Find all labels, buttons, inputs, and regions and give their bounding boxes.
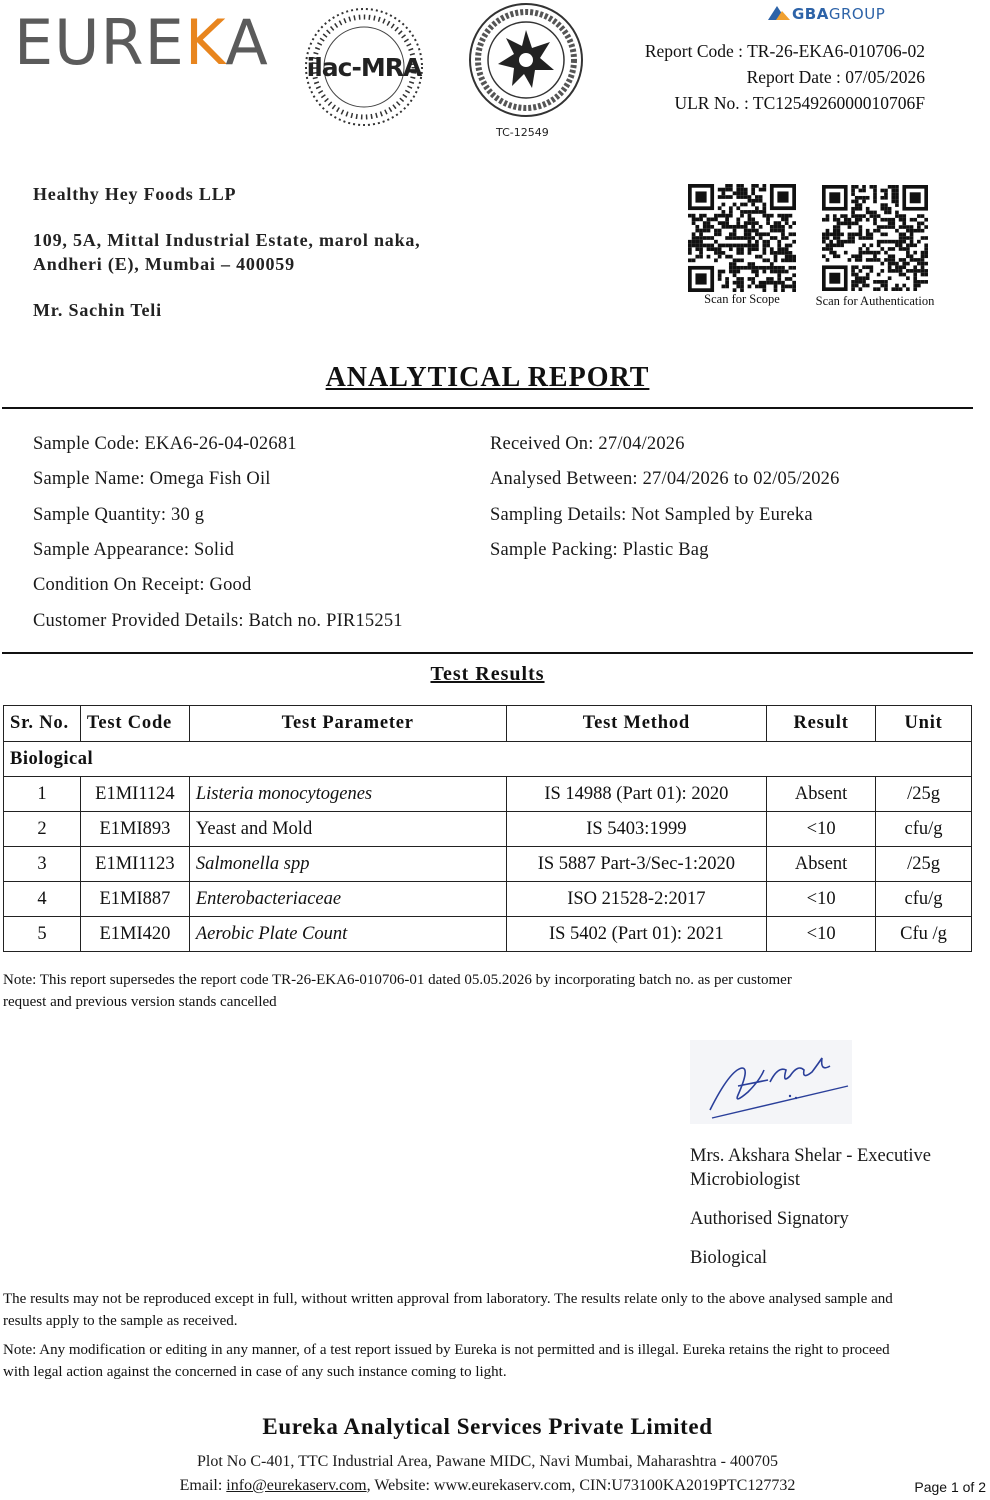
page-number: Page 1 of 2 bbox=[914, 1479, 986, 1495]
organization-name: Eureka Analytical Services Private Limited bbox=[262, 1414, 713, 1439]
cell-unit: cfu/g bbox=[876, 812, 972, 847]
sample-divider bbox=[2, 652, 973, 654]
group-row bbox=[4, 742, 972, 777]
signatory-role: Authorised Signatory bbox=[690, 1209, 849, 1229]
sample-detail-right: Sampling Details: Not Sampled by Eureka bbox=[490, 504, 813, 525]
cell-test-code: E1MI893 bbox=[80, 812, 189, 847]
table-row bbox=[4, 917, 972, 952]
cell-result: Absent bbox=[767, 847, 876, 882]
cell-unit: /25g bbox=[876, 847, 972, 882]
ulr-number: ULR No. : TC1254926000010706F bbox=[674, 93, 925, 113]
test-results-table bbox=[3, 705, 972, 952]
organization-address: Plot No C-401, TTC Industrial Area, Pawane MIDC, Navi Mumbai, Maharashtra - 400705 bbox=[197, 1453, 778, 1470]
cell-test-method: IS 14988 (Part 01): 2020 bbox=[506, 777, 767, 812]
table-row bbox=[4, 777, 972, 812]
cell-test-method: IS 5887 Part-3/Sec-1:2020 bbox=[506, 847, 767, 882]
authentication-qr-caption: Scan for Authentication bbox=[815, 294, 935, 308]
email-link[interactable]: info@eurekaserv.com bbox=[226, 1477, 367, 1494]
supersede-note-line2: request and previous version stands cancelled bbox=[3, 994, 277, 1010]
cell-test-parameter: Yeast and Mold bbox=[189, 812, 506, 847]
cell-result: <10 bbox=[767, 812, 876, 847]
handwritten-signature bbox=[690, 1040, 852, 1124]
title-divider bbox=[2, 407, 973, 409]
cell-test-code: E1MI1123 bbox=[80, 847, 189, 882]
sample-detail-right: Received On: 27/04/2026 bbox=[490, 434, 685, 454]
website-and-cin: , Website: www.eurekaserv.com, CIN:U73100KA2019PTC127732 bbox=[366, 1477, 796, 1494]
scope-qr-caption: Scan for Scope bbox=[704, 292, 780, 306]
modification-disclaimer-line1: Note: Any modification or editing in any manner, of a test report issued by Eureka is not permitted and is illegal. Eureka retains the right to proceed bbox=[3, 1342, 890, 1358]
seal-certificate-number: TC-12549 bbox=[496, 126, 549, 139]
sample-detail-right: Analysed Between: 27/04/2026 to 02/05/2026 bbox=[490, 469, 840, 490]
column-header-test-parameter: Test Parameter bbox=[189, 706, 506, 742]
sample-detail-right: Sample Packing: Plastic Bag bbox=[490, 539, 709, 560]
cell-test-method: IS 5403:1999 bbox=[506, 812, 767, 847]
cell-test-method: ISO 21528-2:2017 bbox=[506, 882, 767, 917]
signatory-department: Biological bbox=[690, 1248, 768, 1268]
customer-address-line1: 109, 5A, Mittal Industrial Estate, marol naka, bbox=[33, 230, 421, 250]
report-code: Report Code : TR-26-EKA6-010706-02 bbox=[644, 41, 925, 61]
scope-qr-code[interactable] bbox=[688, 184, 796, 292]
supersede-note bbox=[3, 969, 792, 1013]
sample-detail-left: Sample Name: Omega Fish Oil bbox=[33, 469, 271, 490]
supersede-note-line1: Note: This report supersedes the report code TR-26-EKA6-010706-01 dated 05.05.2026 by incorporating batch no. as per customer bbox=[3, 972, 792, 988]
ilac-mra-text: ilac-MRA bbox=[306, 53, 422, 82]
column-header-result: Result bbox=[767, 706, 876, 742]
eureka-logo: EUREKA bbox=[14, 6, 269, 79]
cell-test-parameter: Aerobic Plate Count bbox=[189, 917, 506, 952]
cell-result: <10 bbox=[767, 917, 876, 952]
cell-sr-no: 1 bbox=[4, 777, 81, 812]
customer-name: Healthy Hey Foods LLP bbox=[33, 184, 237, 204]
sample-detail-left: Sample Code: EKA6-26-04-02681 bbox=[33, 434, 297, 454]
sample-detail-left: Sample Quantity: 30 g bbox=[33, 504, 205, 525]
cell-unit: /25g bbox=[876, 777, 972, 812]
ilac-mra-seal bbox=[302, 4, 426, 130]
cell-unit: Cfu /g bbox=[876, 917, 972, 952]
cell-test-code: E1MI420 bbox=[80, 917, 189, 952]
cell-result: Absent bbox=[767, 777, 876, 812]
cell-test-method: IS 5402 (Part 01): 2021 bbox=[506, 917, 767, 952]
modification-disclaimer bbox=[3, 1339, 890, 1383]
signatory-name bbox=[690, 1144, 931, 1192]
reproduction-disclaimer-line1: The results may not be reproduced except in full, without written approval from laboratory. The results relate only to the above analysed sample and bbox=[3, 1291, 893, 1307]
sample-detail-left: Sample Appearance: Solid bbox=[33, 539, 235, 560]
cell-test-parameter: Enterobacteriaceae bbox=[189, 882, 506, 917]
report-title: ANALYTICAL REPORT bbox=[325, 362, 650, 393]
authentication-qr-code[interactable] bbox=[822, 185, 928, 291]
cell-sr-no: 2 bbox=[4, 812, 81, 847]
organization-contact bbox=[0, 1477, 975, 1495]
cell-unit: cfu/g bbox=[876, 882, 972, 917]
gba-triangle-icon bbox=[766, 5, 792, 21]
report-date: Report Date : 07/05/2026 bbox=[746, 67, 925, 87]
sample-detail-left: Customer Provided Details: Batch no. PIR15251 bbox=[33, 610, 403, 631]
reproduction-disclaimer bbox=[3, 1288, 893, 1332]
cell-result: <10 bbox=[767, 882, 876, 917]
gba-group-logo: GBAGROUP bbox=[766, 5, 885, 23]
signatory-name-line1: Mrs. Akshara Shelar - Executive bbox=[690, 1146, 931, 1166]
signatory-name-line2: Microbiologist bbox=[690, 1170, 800, 1190]
group-label-biological: Biological bbox=[4, 742, 972, 777]
test-results-title: Test Results bbox=[430, 663, 545, 685]
table-row bbox=[4, 847, 972, 882]
cell-test-code: E1MI887 bbox=[80, 882, 189, 917]
cell-sr-no: 5 bbox=[4, 917, 81, 952]
customer-contact: Mr. Sachin Teli bbox=[33, 300, 162, 320]
sample-detail-left: Condition On Receipt: Good bbox=[33, 575, 252, 596]
cell-test-code: E1MI1124 bbox=[80, 777, 189, 812]
nabl-seal bbox=[462, 2, 590, 126]
modification-disclaimer-line2: with legal action against the concerned in case of any such instance coming to light. bbox=[3, 1364, 507, 1380]
table-row bbox=[4, 882, 972, 917]
cell-test-parameter: Listeria monocytogenes bbox=[189, 777, 506, 812]
cell-test-parameter: Salmonella spp bbox=[189, 847, 506, 882]
cell-sr-no: 4 bbox=[4, 882, 81, 917]
reproduction-disclaimer-line2: results apply to the sample as received. bbox=[3, 1313, 238, 1329]
column-header-sr-no: Sr. No. bbox=[4, 706, 81, 742]
email-prefix: Email: bbox=[179, 1477, 227, 1494]
column-header-test-method: Test Method bbox=[506, 706, 767, 742]
cell-sr-no: 3 bbox=[4, 847, 81, 882]
column-header-unit: Unit bbox=[876, 706, 972, 742]
table-row bbox=[4, 812, 972, 847]
customer-address-line2: Andheri (E), Mumbai – 400059 bbox=[33, 254, 295, 274]
table-header-row bbox=[4, 706, 972, 742]
column-header-test-code: Test Code bbox=[80, 706, 189, 742]
